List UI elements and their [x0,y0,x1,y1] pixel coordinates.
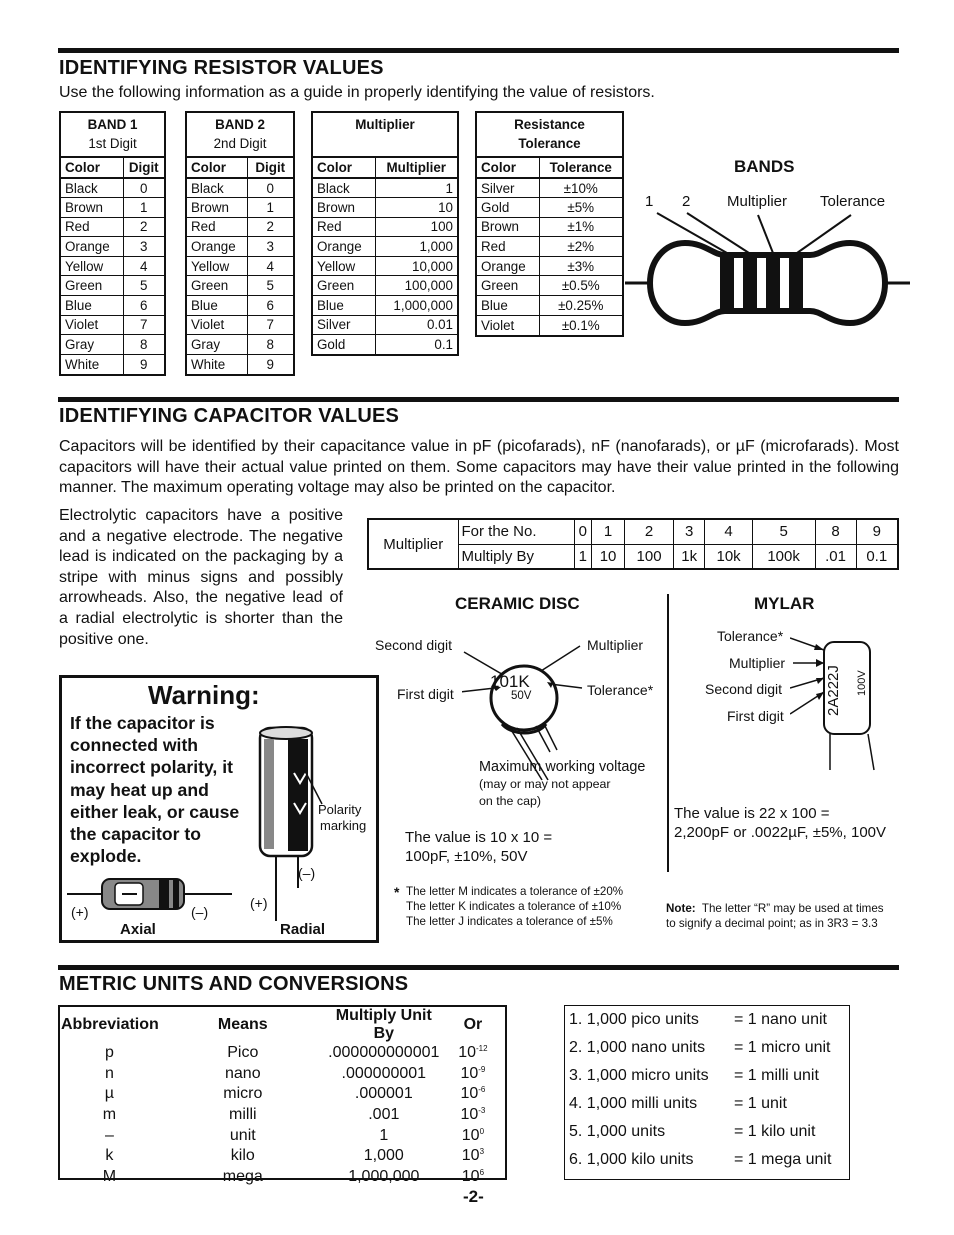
metric-power-exponent: -6 [478,1085,486,1095]
cap-mult-by: 100k [752,544,815,569]
mylar-first-digit-label: First digit [727,708,784,724]
metric-multiply-cell: .000001 [354,1085,413,1103]
table-row [187,335,293,355]
band2-value-cell: 1 [247,198,293,218]
tolerance-color-cell: Gold [477,198,539,218]
metric-power-exponent: -12 [476,1044,488,1054]
ceramic-disc-title: CERAMIC DISC [455,594,580,613]
multiplier-color-cell: Gold [313,335,375,355]
table-row [61,198,164,218]
multiplier-value-cell: 0.1 [375,335,457,355]
ceramic-mylar-divider [667,594,669,872]
band2-subtitle: 2nd Digit [213,136,267,151]
ceramic-first-digit-label: First digit [397,686,454,702]
radial-minus-label: (–) [298,865,316,881]
tolerance-subtitle: Tolerance [518,136,581,151]
band2-value-cell: 7 [247,315,293,335]
axial-capacitor-icon [67,874,237,914]
band1-color-cell: Red [61,217,123,237]
warning-box [59,675,379,943]
metric-power-cell [441,1064,505,1085]
mylar-value-line-2: 2,200pF or .0022µF, ±5%, 100V [674,824,887,841]
multiplier-color-cell: Blue [313,296,375,316]
table-row [313,178,457,198]
ceramic-note-star: * [394,884,400,900]
metric-power-base: 10 [458,1044,477,1062]
metric-section-title: METRIC UNITS AND CONVERSIONS [59,973,409,995]
cap-mult-no: 8 [815,519,856,544]
metric-abbreviation-cell: k [105,1147,114,1165]
table-row [313,256,457,276]
multiplier-color-cell: Green [313,276,375,296]
conversion-row [565,1062,849,1090]
multiplier-color-cell: Yellow [313,256,375,276]
mylar-tolerance-label: Tolerance* [717,628,784,644]
band2-color-cell: Red [187,217,247,237]
band1-color-cell: Gray [61,335,123,355]
metric-power-exponent: -9 [478,1064,486,1074]
table-row [60,1167,505,1188]
band1-value-cell: 2 [123,217,164,237]
multiplier-value-cell: 10,000 [375,256,457,276]
cap-mult-by: 10 [592,544,625,569]
cap-mult-by: 0.1 [856,544,898,569]
tolerance-title: Resistance [514,117,585,132]
table-row [187,237,293,257]
ceramic-value-text [405,828,552,866]
conversion-from: 3. 1,000 micro units [569,1067,709,1084]
band2-color-cell: Green [187,276,247,296]
axial-label: Axial [120,921,156,938]
conversion-to: = 1 unit [734,1095,787,1112]
polarity-label-2: marking [320,818,367,833]
conversion-row [565,1006,849,1034]
ceramic-note-k: The letter K indicates a tolerance of ±10% [406,900,622,913]
band1-value-cell: 1 [123,198,164,218]
band1-value-cell: 9 [123,354,164,374]
metric-means-cell: Pico [227,1044,259,1062]
multiplier-col-color: Color [313,158,375,178]
multiplier-value-cell: 100,000 [375,276,457,296]
section-rule [58,397,899,402]
band2-table [185,111,295,376]
table-row [61,178,164,198]
metric-power-cell [441,1146,505,1167]
page-number: -2- [463,1187,484,1206]
radial-label: Radial [280,921,326,938]
ceramic-note-m: The letter M indicates a tolerance of ±20% [406,885,624,898]
conversion-row [565,1146,849,1174]
metric-power-cell [441,1125,505,1146]
conversion-row [565,1118,849,1146]
metric-power-exponent: -3 [478,1106,486,1116]
polarity-label-1: Polarity [318,802,362,817]
table-row [61,296,164,316]
table-row [187,217,293,237]
table-row [477,237,622,257]
table-row [187,256,293,276]
table-row [477,178,622,198]
conversion-to: = 1 kilo unit [734,1123,816,1140]
band2-color-cell: Brown [187,198,247,218]
table-row [61,354,164,374]
cap-mult-by: 10k [705,544,752,569]
band2-value-cell: 5 [247,276,293,296]
bands-title: BANDS [734,157,795,176]
ceramic-second-digit-label: Second digit [375,637,453,653]
band1-value-cell: 6 [123,296,164,316]
metric-units-table [58,1005,507,1185]
polarity-pointer-icon [302,768,332,808]
metric-power-base: 10 [461,1126,480,1144]
metric-header-means: Means [217,1016,268,1033]
band2-color-cell: Gray [187,335,247,355]
conversion-from: 1. 1,000 pico units [569,1011,699,1028]
tolerance-col-color: Color [477,158,539,178]
mylar-multiplier-label: Multiplier [729,655,786,671]
metric-power-base: 10 [460,1064,479,1082]
mylar-note-line-2: to signify a decimal point; as in 3R3 = 3.3 [666,917,878,930]
tolerance-color-cell: Orange [477,256,539,276]
band1-color-cell: Orange [61,237,123,257]
band2-value-cell: 8 [247,335,293,355]
table-row [477,198,622,218]
metric-means-cell: nano [225,1064,261,1082]
band2-color-cell: Blue [187,296,247,316]
band1-col-color: Color [61,158,123,178]
multiplier-col-multiplier: Multiplier [375,158,457,178]
band1-color-cell: Black [65,180,98,196]
radial-capacitor-icon [252,723,322,923]
table-row [187,315,293,335]
table-row [477,217,622,237]
conversion-from: 5. 1,000 units [569,1123,666,1140]
band1-subtitle: 1st Digit [88,136,137,151]
cap-mult-no: 4 [705,519,752,544]
table-row [61,276,164,296]
band2-col-color: Color [187,158,247,178]
metric-header-multiply: Multiply Unit By [335,1007,432,1042]
table-row [187,354,293,374]
band1-color-cell: Green [61,276,123,296]
cap-mult-by: 100 [625,544,674,569]
ceramic-max-voltage-note-1: (may or may not appear [479,777,611,791]
metric-multiply-cell: .000000001 [341,1064,427,1082]
capacitor-section-title: IDENTIFYING CAPACITOR VALUES [59,405,400,427]
band1-table [59,111,166,376]
cap-mult-row2-label: Multiply By [458,544,574,569]
capacitor-multiplier-table [367,518,899,570]
ceramic-notes [406,884,623,929]
multiplier-table [311,111,459,356]
table-row [60,1125,505,1146]
table-row [61,256,164,276]
axial-minus-label: (–) [191,904,209,920]
metric-multiply-cell: .000000000001 [328,1044,440,1062]
metric-means-cell: micro [223,1085,263,1103]
tolerance-color-cell: Silver [481,180,515,196]
ceramic-value-line-2: 100pF, ±10%, 50V [405,848,528,865]
table-row [477,276,622,296]
table-row [60,1084,505,1105]
metric-means-cell: kilo [230,1147,255,1165]
table-row [187,178,293,198]
band2-value-cell: 6 [247,296,293,316]
band-label-1: 1 [645,193,654,210]
conversion-from: 6. 1,000 kilo units [569,1151,694,1168]
metric-abbreviation-cell: m [102,1106,117,1124]
metric-multiply-cell: 1 [379,1126,389,1144]
band2-value-cell: 4 [247,256,293,276]
mylar-code: 2A222J [825,665,842,716]
mylar-voltage: 100V [856,670,868,696]
tolerance-value-cell: ±0.25% [539,296,622,316]
tolerance-color-cell: Blue [477,296,539,316]
multiplier-color-cell: Red [313,217,375,237]
mylar-value-text [674,804,886,842]
cap-mult-no: 3 [673,519,705,544]
band2-value-cell: 2 [247,217,293,237]
band-label-tolerance: Tolerance [820,193,886,210]
metric-power-exponent: 3 [479,1147,485,1157]
table-row [313,217,457,237]
table-row [313,237,457,257]
section-rule [58,48,899,53]
conversion-to: = 1 micro unit [734,1039,831,1056]
tolerance-value-cell: ±0.5% [539,276,622,296]
cap-mult-label: Multiplier [368,519,458,569]
table-row [477,296,622,316]
band2-rows [187,178,293,374]
cap-mult-by: .01 [815,544,856,569]
resistor-intro: Use the following information as a guide in properly identifying the value of resistors. [59,84,655,101]
band2-col-digit: Digit [247,158,293,178]
metric-multiply-cell: .001 [368,1106,400,1124]
tolerance-value-cell: ±2% [539,237,622,257]
band1-value-cell: 7 [123,315,164,335]
band2-title: BAND 2 [215,117,265,132]
band1-color-cell: Blue [61,296,123,316]
ceramic-max-voltage-note-2: on the cap) [479,794,541,808]
metric-means-cell: milli [229,1106,257,1124]
table-row [61,237,164,257]
mylar-title: MYLAR [754,594,815,613]
band2-color-cell: Black [191,180,224,196]
band1-value-cell: 3 [123,237,164,257]
band2-value-cell: 0 [247,178,293,198]
conversion-to: = 1 nano unit [734,1011,827,1028]
multiplier-value-cell: 100 [375,217,457,237]
metric-multiply-cell: 1,000,000 [348,1167,420,1185]
metric-abbreviation-cell: – [104,1126,114,1144]
metric-power-cell [441,1084,505,1105]
ceramic-voltage: 50V [511,690,532,702]
cap-mult-row1-label: For the No. [458,519,574,544]
conversion-row [565,1034,849,1062]
table-row [187,296,293,316]
band2-color-cell: White [187,354,247,374]
table-row [61,335,164,355]
band1-col-digit: Digit [123,158,164,178]
tolerance-value-cell: ±5% [539,198,622,218]
metric-rows [60,1043,505,1187]
cap-mult-no: 1 [592,519,625,544]
table-row [60,1105,505,1126]
cap-mult-no: 9 [856,519,898,544]
metric-power-base: 10 [460,1106,479,1124]
metric-abbreviation-cell: n [104,1064,114,1082]
multiplier-value-cell: 10 [375,198,457,218]
ceramic-code: 101K [490,672,530,691]
table-row [313,276,457,296]
band1-value-cell: 8 [123,335,164,355]
multiplier-color-cell: Brown [313,198,375,218]
band1-color-cell: Brown [61,198,123,218]
band2-color-cell: Violet [187,315,247,335]
table-row [477,256,622,276]
mylar-second-digit-label: Second digit [705,681,783,697]
band1-color-cell: Yellow [61,256,123,276]
tolerance-col-tolerance: Tolerance [539,158,622,178]
mylar-value-line-1: The value is 22 x 100 = [674,805,830,822]
multiplier-color-cell: Black [317,180,350,196]
table-row [60,1043,505,1064]
tolerance-value-cell: ±1% [539,217,622,237]
metric-power-base: 10 [461,1167,480,1185]
metric-header-abbreviation: Abbreviation [61,1016,159,1033]
metric-abbreviation-cell: p [104,1044,114,1062]
ceramic-multiplier-label: Multiplier [587,637,644,653]
tolerance-value-cell: ±3% [539,256,622,276]
table-row [477,315,622,335]
tolerance-color-cell: Brown [477,217,539,237]
multiplier-color-cell: Silver [313,315,375,335]
capacitor-intro: Capacitors will be identified by their capacitance value in pF (picofarads), nF (nanofarads), or µF (microfarads). Most capacitors will have their actual value printed on them. Some capacitors may have their value printed in the following manner. The maximum operating voltage may also be printed on the capacitor. [59,438,899,497]
metric-power-cell [441,1167,505,1188]
table-row [313,198,457,218]
mylar-note-line-1: The letter “R” may be used at times [701,902,884,915]
band1-value-cell: 0 [123,178,164,198]
band1-color-cell: Violet [61,315,123,335]
tolerance-rows [477,178,622,335]
table-row [313,296,457,316]
band1-color-cell: White [61,354,123,374]
table-row [187,276,293,296]
metric-power-cell [441,1105,505,1126]
multiplier-rows [313,178,457,354]
mylar-note-label: Note: [666,902,696,915]
band-label-multiplier: Multiplier [727,193,788,210]
axial-plus-label: (+) [71,904,89,920]
cap-mult-by: 1 [574,544,592,569]
electrolytic-text: Electrolytic capacitors have a positive and a negative electrode. The negative lead is indicated on the packaging by a stripe with minus signs and possibly arrowheads. Also, the negative lead of a radial electrolytic is shorter than the positive one. [59,507,343,648]
band1-rows [61,178,164,374]
metric-power-base: 10 [460,1085,479,1103]
band-label-2: 2 [682,193,691,210]
tolerance-color-cell: Green [477,276,539,296]
ceramic-max-voltage-label: Maximum working voltage [479,759,646,775]
band1-title: BAND 1 [87,117,138,132]
metric-abbreviation-cell: M [102,1167,117,1185]
radial-plus-label: (+) [250,895,268,911]
tolerance-value-cell: ±10% [539,178,622,198]
metric-power-cell [441,1043,505,1064]
mylar-note [666,901,884,931]
multiplier-color-cell: Orange [313,237,375,257]
conversion-to: = 1 mega unit [734,1151,832,1168]
conversions-box [564,1005,850,1180]
ceramic-value-line-1: The value is 10 x 10 = [405,829,553,846]
table-row [313,315,457,335]
table-row [61,315,164,335]
table-row [60,1064,505,1085]
cap-mult-no: 5 [752,519,815,544]
warning-text: If the capacitor is connected with incorrect polarity, it may heat up and either leak, or cause the capacitor to explode. [70,713,240,867]
multiplier-value-cell: 1,000,000 [375,296,457,316]
conversion-from: 2. 1,000 nano units [569,1039,706,1056]
tolerance-color-cell: Red [477,237,539,257]
metric-power-base: 10 [461,1147,480,1165]
section-rule [58,965,899,970]
band2-color-cell: Orange [187,237,247,257]
ceramic-tolerance-label: Tolerance* [587,682,654,698]
metric-abbreviation-cell: µ [104,1085,114,1103]
warning-title: Warning: [148,680,260,710]
resistor-diagram-icon [625,205,915,355]
conversion-row [565,1090,849,1118]
metric-power-exponent: 6 [479,1167,485,1177]
metric-means-cell: mega [222,1167,263,1185]
tolerance-table [475,111,624,337]
table-row [60,1146,505,1167]
cap-mult-no: 0 [574,519,592,544]
metric-power-exponent: 0 [479,1126,485,1136]
conversion-to: = 1 milli unit [734,1067,819,1084]
conversion-from: 4. 1,000 milli units [569,1095,698,1112]
multiplier-value-cell: 1 [375,178,457,198]
multiplier-value-cell: 0.01 [375,315,457,335]
metric-multiply-cell: 1,000 [363,1147,404,1165]
band2-value-cell: 9 [247,354,293,374]
table-row [61,217,164,237]
resistor-section-title: IDENTIFYING RESISTOR VALUES [59,57,384,79]
cap-mult-by: 1k [673,544,705,569]
table-row [313,335,457,355]
band1-value-cell: 4 [123,256,164,276]
band1-value-cell: 5 [123,276,164,296]
tolerance-value-cell: ±0.1% [539,315,622,335]
ceramic-note-j: The letter J indicates a tolerance of ±5% [406,915,613,928]
metric-header-or: Or [463,1016,483,1033]
metric-means-cell: unit [229,1126,256,1144]
multiplier-title: Multiplier [355,117,415,132]
cap-mult-no: 2 [625,519,674,544]
multiplier-value-cell: 1,000 [375,237,457,257]
band2-color-cell: Yellow [187,256,247,276]
band2-value-cell: 3 [247,237,293,257]
table-row [187,198,293,218]
tolerance-color-cell: Violet [477,315,539,335]
